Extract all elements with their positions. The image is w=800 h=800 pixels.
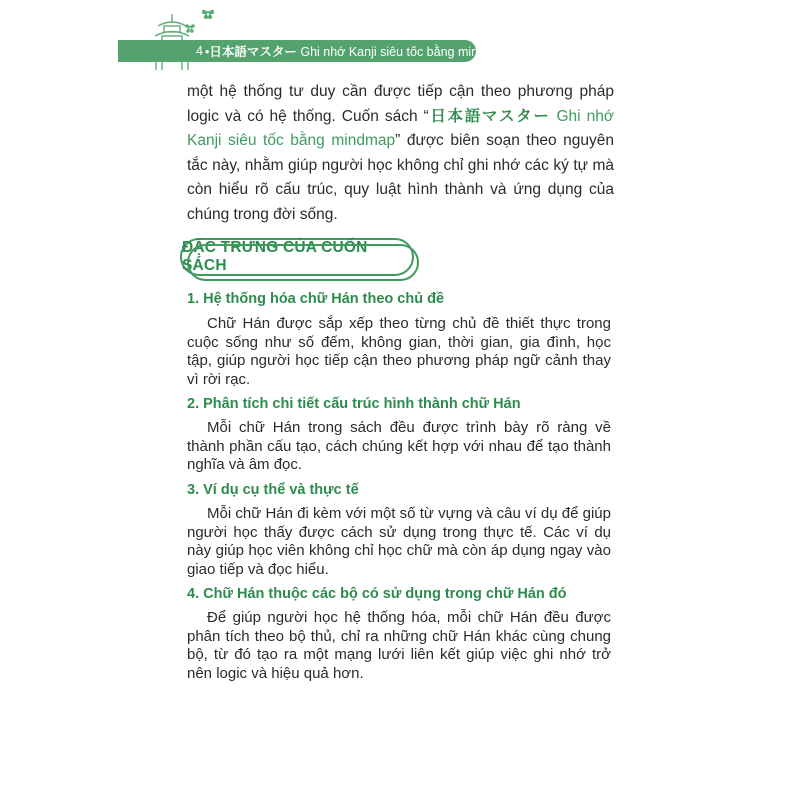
intro-paragraph [187, 80, 614, 227]
feature-3-body: Mỗi chữ Hán đi kèm với một số từ vựng và câu ví dụ để giúp người học thấy được cách sử dụng trong thực tế. Các ví dụ này giúp học viên không chỉ học chữ mà còn áp dụng ngay vào giao tiếp và đọc hiểu. [187, 505, 611, 578]
intro-text-1: một hệ thống tư duy cần được tiếp cận theo phương pháp logic và có hệ thống. Cuốn sách “ [187, 83, 614, 125]
header-bullet: • [204, 45, 210, 59]
intro-book-subtitle: Ghi nhớ Kanji siêu tốc bằng mindmap [187, 107, 614, 149]
feature-2-title: 2. Phân tích chi tiết cấu trúc hình thành chữ Hán [187, 396, 521, 412]
feature-3-title: 3. Ví dụ cụ thể và thực tế [187, 482, 359, 498]
intro-text-2: ” được biên soạn theo nguyên tắc này, nhằm giúp người học không chỉ ghi nhớ các ký tự mà còn hiểu rõ cấu trúc, quy luật hình thành và ứng dụng của chúng trong đời sống. [187, 132, 614, 223]
feature-2-body: Mỗi chữ Hán trong sách đều được trình bày rõ ràng về thành phần cấu tạo, cách chúng kết hợp với nhau để tạo thành nghĩa và âm đọc. [187, 419, 611, 473]
feature-4-title: 4. Chữ Hán thuộc các bộ có sử dụng trong chữ Hán đó [187, 586, 567, 602]
page-number: 4 [196, 44, 203, 58]
flower-icon [178, 6, 218, 36]
header-title-japanese: 日本語マスター [209, 45, 297, 59]
feature-4-body: Để giúp người học hệ thống hóa, mỗi chữ Hán đều được phân tích theo bộ thủ, chỉ ra những chữ Hán khác cùng chung bộ, từ đó tạo ra một mạng lưới liên kết giúp việc ghi nhớ trở nên logic và hiệu quả hơn. [187, 609, 611, 682]
section-title: ĐẶC TRƯNG CỦA CUỐN SÁCH [182, 239, 368, 274]
feature-1-body: Chữ Hán được sắp xếp theo từng chủ đề thiết thực trong cuộc sống như số đếm, không gian, thời gian, gia đình, học tập, giúp người học tiếp cận theo phương pháp ngữ cảnh thay vì rời rạc. [187, 315, 611, 388]
running-header [118, 40, 510, 62]
header-title-subtitle: Ghi nhớ Kanji siêu tốc bằng mindmap [300, 45, 510, 59]
header-title [205, 42, 509, 60]
section-heading-box [180, 238, 414, 276]
feature-1-title: 1. Hệ thống hóa chữ Hán theo chủ đề [187, 291, 445, 307]
intro-book-japanese: 日本語マスター [428, 107, 551, 125]
